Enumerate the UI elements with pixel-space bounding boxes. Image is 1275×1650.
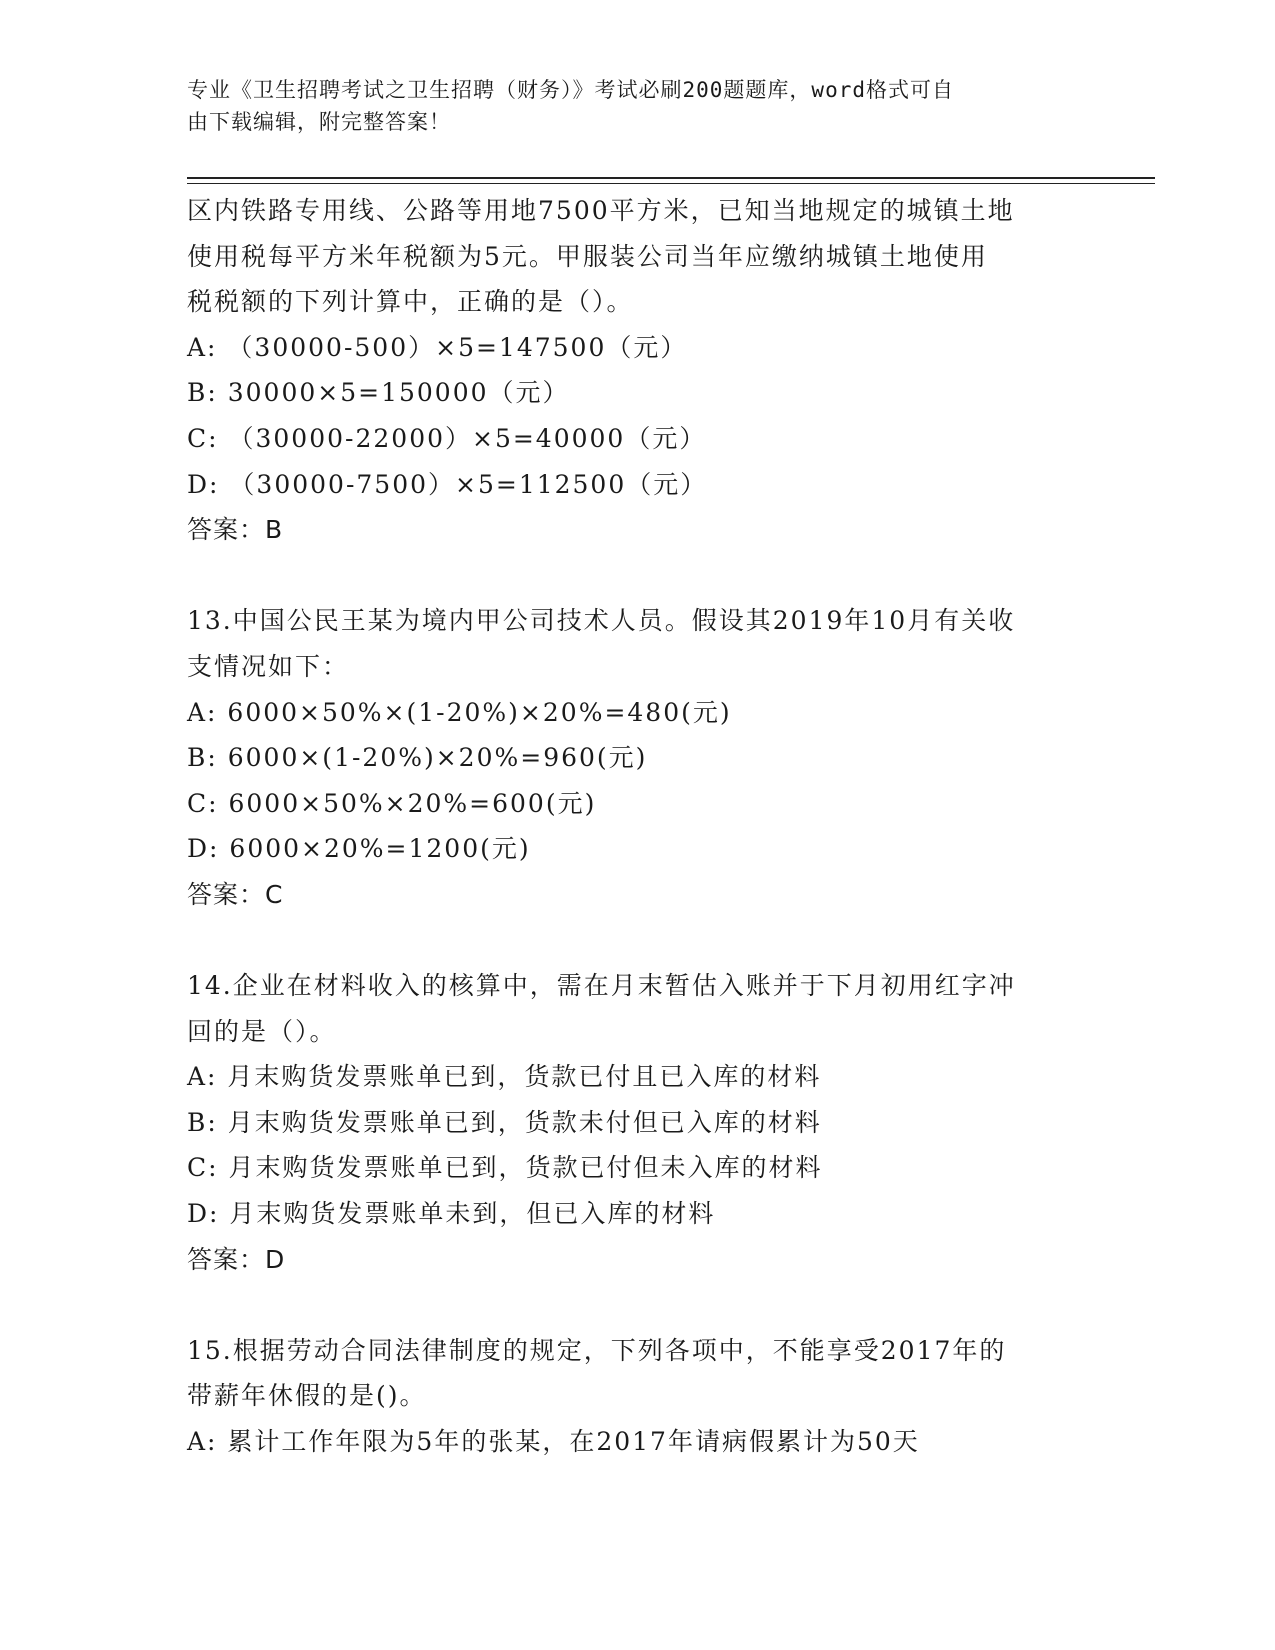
question-15	[187, 1328, 1097, 1465]
question-14-option-a: A: 月末购货发票账单已到，货款已付且已入库的材料	[187, 1062, 822, 1092]
spacer	[187, 918, 1097, 964]
question-14-option-b: B: 月末购货发票账单已到，货款未付但已入库的材料	[187, 1107, 822, 1137]
question-content	[187, 188, 1097, 1465]
question-14-stem-line: 14.企业在材料收入的核算中，需在月末暂估入账并于下月初用红字冲	[187, 971, 1016, 1001]
question-13-stem-line: 13.中国公民王某为境内甲公司技术人员。假设其2019年10月有关收	[187, 606, 1016, 636]
question-13-option-d: D: 6000×20%=1200(元)	[187, 834, 531, 864]
question-12-stem-line: 区内铁路专用线、公路等用地7500平方米，已知当地规定的城镇土地	[187, 196, 1015, 225]
question-12-stem-line: 税税额的下列计算中，正确的是（）。	[187, 287, 634, 317]
question-12-option-c: C: （30000-22000）×5=40000（元）	[187, 423, 707, 453]
spacer	[187, 553, 1097, 599]
header-line-1: 专业《卫生招聘考试之卫生招聘（财务）》考试必刷200题题库，word格式可自	[187, 78, 954, 102]
question-14-option-d: D: 月末购货发票账单未到，但已入库的材料	[187, 1199, 716, 1229]
question-14-option-c: C: 月末购货发票账单已到，货款已付但未入库的材料	[187, 1153, 823, 1183]
question-12-option-a: A: （30000-500）×5=147500（元）	[187, 332, 688, 362]
document-header	[187, 74, 1087, 138]
question-12-answer: 答案：B	[187, 515, 284, 545]
header-rule-thin	[187, 183, 1155, 184]
question-13-option-c: C: 6000×50%×20%=600(元)	[187, 788, 597, 818]
question-13-stem-line: 支情况如下：	[187, 651, 350, 681]
question-14	[187, 963, 1097, 1282]
header-line-2: 由下载编辑，附完整答案！	[187, 110, 451, 134]
question-15-option-a: A: 累计工作年限为5年的张某，在2017年请病假累计为50天	[187, 1427, 920, 1457]
question-12	[187, 188, 1097, 553]
question-15-stem-line: 15.根据劳动合同法律制度的规定，下列各项中，不能享受2017年的	[187, 1335, 1007, 1365]
question-15-stem-line: 带薪年休假的是()。	[187, 1381, 427, 1411]
question-13-option-b: B: 6000×(1-20%)×20%=960(元)	[187, 743, 648, 773]
question-12-option-d: D: （30000-7500）×5=112500（元）	[187, 469, 708, 499]
question-13	[187, 598, 1097, 917]
question-14-answer: 答案：D	[187, 1244, 286, 1274]
question-13-answer: 答案：C	[187, 879, 284, 909]
question-12-stem-line: 使用税每平方米年税额为5元。甲服装公司当年应缴纳城镇土地使用	[187, 241, 988, 271]
spacer	[187, 1282, 1097, 1328]
question-13-option-a: A: 6000×50%×(1-20%)×20%=480(元)	[187, 697, 732, 727]
header-rule-thick	[187, 177, 1155, 179]
question-14-stem-line: 回的是（）。	[187, 1016, 337, 1046]
question-12-option-b: B: 30000×5=150000（元）	[187, 378, 570, 408]
